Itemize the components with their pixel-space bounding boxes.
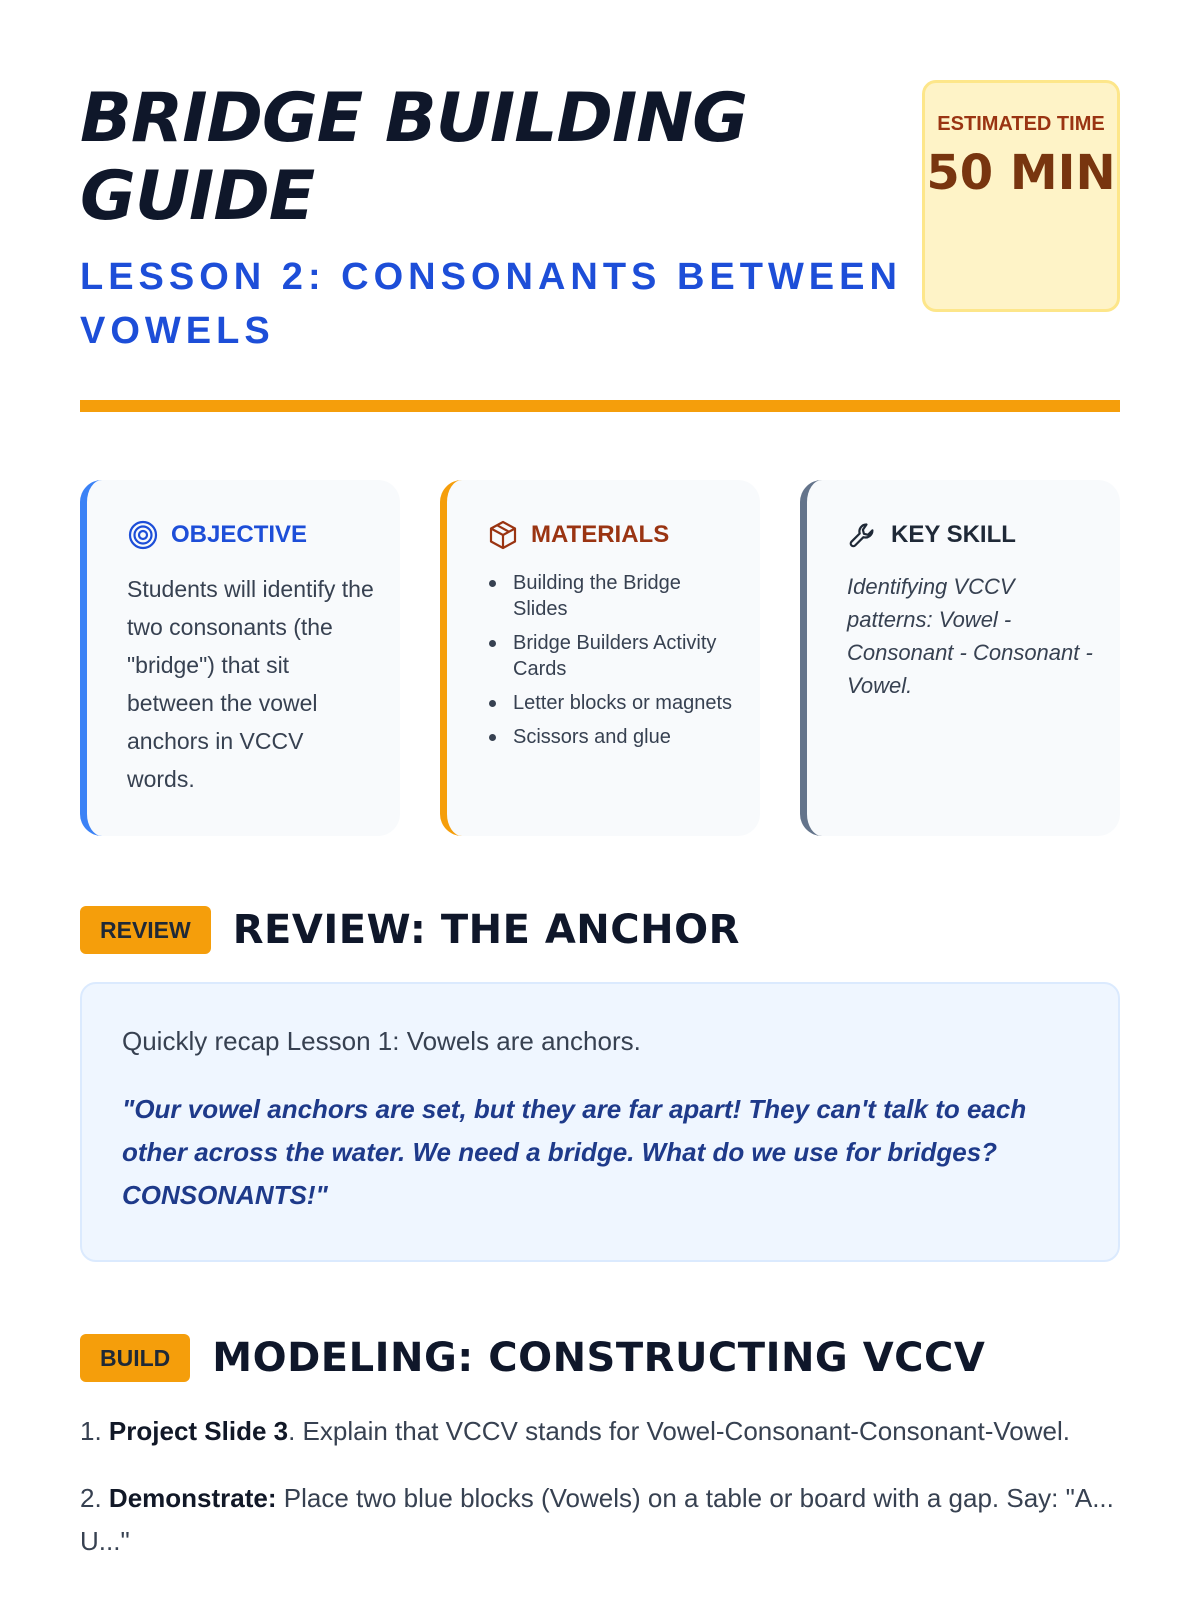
build-title: MODELING: CONSTRUCTING VCCV [212, 1335, 986, 1381]
step-text: . Explain that VCCV stands for Vowel-Consonant-Consonant-Vowel. [288, 1416, 1070, 1446]
page-title: BRIDGE BUILDING GUIDE [80, 79, 748, 236]
time-value: 50 MIN [926, 145, 1116, 201]
info-cards [80, 480, 1120, 836]
list-item: Building the Bridge Slides [487, 570, 737, 622]
lesson-subtitle: LESSON 2: CONSONANTS BETWEEN VOWELS [80, 256, 902, 352]
review-section-header [80, 906, 740, 954]
key-skill-text: Identifying VCCV patterns: Vowel - Consonant - Consonant - Vowel. [847, 574, 1093, 698]
materials-heading [487, 518, 669, 552]
list-item: Scissors and glue [487, 724, 737, 750]
header-divider [80, 400, 1120, 412]
lesson-page [80, 79, 1120, 1556]
review-box [80, 982, 1120, 1262]
build-section-header [80, 1334, 985, 1382]
step-number: 2. [80, 1483, 102, 1513]
objective-card [80, 480, 400, 836]
review-badge: REVIEW [80, 906, 211, 954]
step-bold: Project Slide 3 [108, 1416, 289, 1446]
box-icon [487, 519, 519, 551]
objective-heading [127, 518, 307, 552]
step-item [80, 1410, 1120, 1453]
materials-card [440, 480, 760, 836]
time-label: ESTIMATED TIME [937, 113, 1105, 135]
step-bold: Demonstrate: [108, 1483, 277, 1513]
review-title: REVIEW: THE ANCHOR [232, 907, 740, 953]
wrench-icon [847, 519, 879, 551]
materials-list [487, 570, 737, 750]
modeling-steps [80, 1410, 1120, 1587]
list-item: Letter blocks or magnets [487, 690, 737, 716]
key-skill-card [800, 480, 1120, 836]
review-intro: Quickly recap Lesson 1: Vowels are anchors. [122, 1026, 641, 1056]
list-item: Bridge Builders Activity Cards [487, 630, 737, 682]
step-number: 1. [80, 1416, 102, 1446]
step-text: Place two blue blocks (Vowels) on a table or board with a gap. Say: "A... U..." [80, 1483, 1114, 1556]
build-badge: BUILD [80, 1334, 190, 1382]
objective-text: Students will identify the two consonants (the "bridge") that sit between the vowel anchors in VCCV words. [127, 576, 374, 792]
review-quote: "Our vowel anchors are set, but they are far apart! They can't talk to each other across the water. We need a bridge. What do we use for bridges? CONSONANTS!" [122, 1094, 1027, 1210]
key-skill-heading [847, 518, 1016, 552]
materials-heading-label: MATERIALS [531, 521, 670, 548]
objective-heading-label: OBJECTIVE [171, 521, 308, 548]
key-skill-heading-label: KEY SKILL [891, 521, 1016, 548]
target-icon [127, 519, 159, 551]
page-header [80, 80, 1120, 410]
estimated-time-box [922, 80, 1120, 312]
step-item [80, 1477, 1120, 1563]
